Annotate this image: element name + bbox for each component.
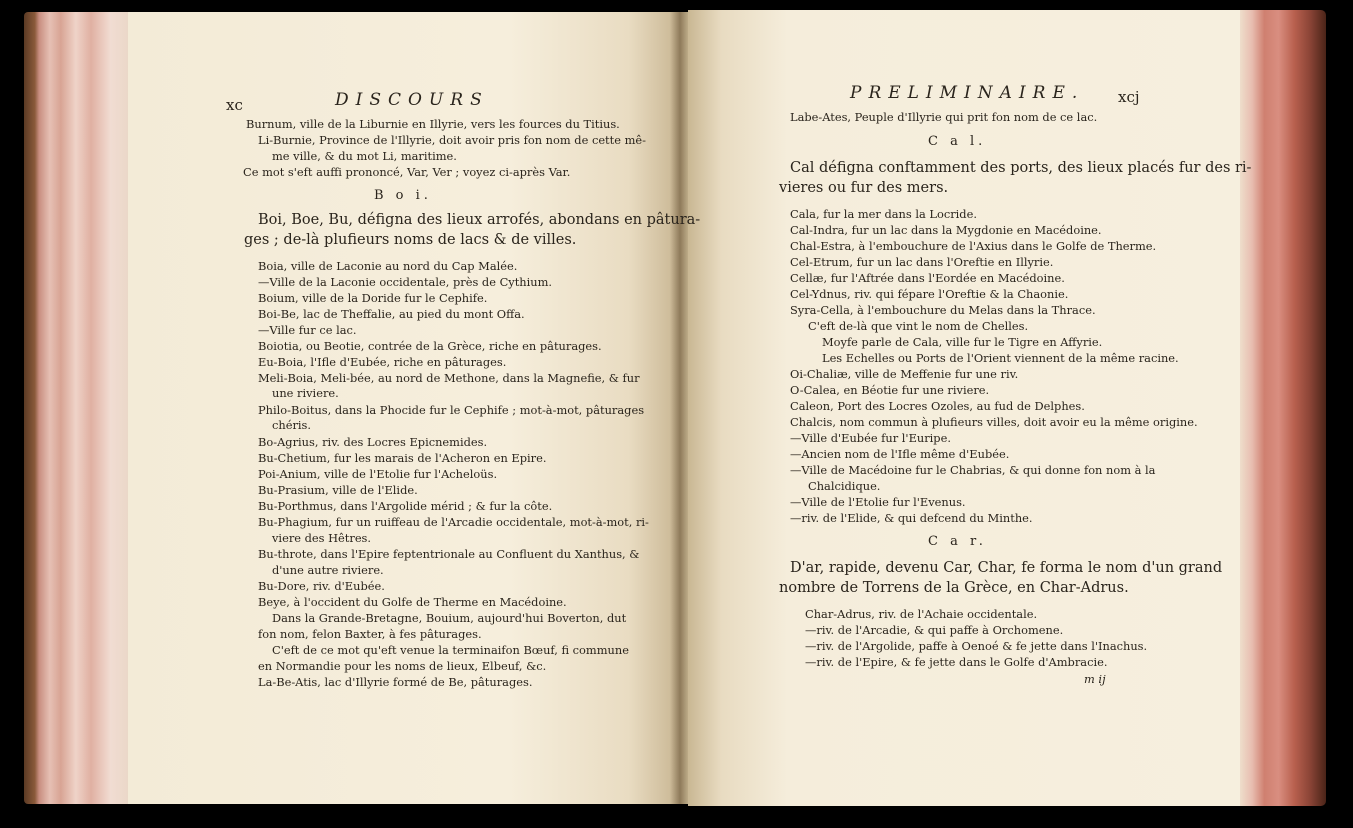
entry-line: Meli-Boia, Meli-bée, au nord de Methone, dans la Magnefie, & fur [258, 371, 640, 385]
entry-line: —Ville de la Laconie occidentale, près de Cythium. [258, 275, 553, 289]
entry-line: d'une autre riviere. [272, 563, 384, 577]
section-heading: C a l. [928, 134, 987, 149]
entry-line: Bu-Chetium, fur les marais de l'Acheron en Epire. [258, 451, 547, 465]
entry-line: Bu-throte, dans l'Epire feptentrionale au Confluent du Xanthus, & [258, 547, 640, 561]
top-line: Burnum, ville de la Liburnie en Illyrie, vers les fources du Titius. [246, 117, 620, 131]
entry-line: Oi-Chaliæ, ville de Meffenie fur une riv. [790, 367, 1019, 381]
entry-line: Cala, fur la mer dans la Locride. [790, 207, 977, 221]
top-line: Ce mot s'eft auffi prononcé, Var, Ver ; voyez ci-après Var. [243, 165, 571, 179]
entry-line: —riv. de l'Epire, & fe jette dans le Golfe d'Ambracie. [805, 655, 1108, 669]
intro-line: ges ; de-là plufieurs noms de lacs & de villes. [244, 232, 577, 248]
top-line: me ville, & du mot Li, maritime. [272, 149, 457, 163]
entry-line: Boi-Be, lac de Theffalie, au pied du mont Offa. [258, 307, 525, 321]
entry-line: Cel-Ydnus, riv. qui fépare l'Oreftie & la Chaonie. [790, 287, 1069, 301]
entry-line: Bo-Agrius, riv. des Locres Epicnemides. [258, 435, 488, 449]
entry-line: —Ville fur ce lac. [258, 323, 357, 337]
entry-line: Bu-Dore, riv. d'Eubée. [258, 579, 385, 593]
entry-line: Bu-Porthmus, dans l'Argolide mérid ; & fur la côte. [258, 499, 553, 513]
entry-line: chéris. [272, 418, 312, 432]
entry-line: Moyfe parle de Cala, ville fur le Tigre en Affyrie. [822, 335, 1103, 349]
entry-line: La-Be-Atis, lac d'Illyrie formé de Be, pâturages. [258, 675, 533, 689]
right-page-edges [1238, 10, 1326, 806]
entry-line: —riv. de l'Argolide, paffe à Oenoé & fe jette dans l'Inachus. [805, 639, 1148, 653]
entry-line: Dans la Grande-Bretagne, Bouium, aujourd'hui Boverton, dut [272, 611, 627, 625]
intro-line: vieres ou fur des mers. [779, 180, 949, 196]
entry-line: —riv. de l'Arcadie, & qui paffe à Orchomene. [805, 623, 1064, 637]
right-running-head: PRELIMINAIRE. [850, 83, 1085, 103]
right-folio: xcj [1118, 88, 1140, 106]
left-running-head: DISCOURS [335, 90, 489, 110]
top-line: Li-Burnie, Province de l'Illyrie, doit avoir pris fon nom de cette mê- [258, 133, 646, 147]
entry-line: Chal-Estra, à l'embouchure de l'Axius dans le Golfe de Therme. [790, 239, 1157, 253]
entry-line: Caleon, Port des Locres Ozoles, au fud de Delphes. [790, 399, 1085, 413]
left-folio: xc [226, 96, 243, 114]
entry-line: C'eft de ce mot qu'eft venue la terminaifon Bœuf, fi commune [272, 643, 629, 657]
section-heading: B o i. [374, 188, 432, 203]
entry-line: —Ville d'Eubée fur l'Euripe. [790, 431, 951, 445]
entry-line: Beye, à l'occident du Golfe de Therme en Macédoine. [258, 595, 567, 609]
entry-line: Boiotia, ou Beotie, contrée de la Grèce, riche en pâturages. [258, 339, 602, 353]
entry-line: fon nom, felon Baxter, à fes pâturages. [258, 627, 482, 641]
entry-line: Philo-Boitus, dans la Phocide fur le Cephife ; mot-à-mot, pâturages [258, 403, 645, 417]
intro-line: Boi, Boe, Bu, défigna des lieux arrofés, abondans en pâtura- [258, 212, 701, 228]
signature-mark: m ij [1084, 672, 1106, 686]
book-gutter [670, 12, 690, 804]
entry-line: —riv. de l'Elide, & qui defcend du Minthe. [790, 511, 1033, 525]
section-heading: C a r. [928, 534, 987, 549]
entry-line: Bu-Prasium, ville de l'Elide. [258, 483, 418, 497]
entry-line: Char-Adrus, riv. de l'Achaie occidentale. [805, 607, 1038, 621]
entry-line: —Ville de l'Etolie fur l'Evenus. [790, 495, 966, 509]
intro-line: Cal défigna conftamment des ports, des lieux placés fur des ri- [790, 160, 1252, 176]
entry-line: Boium, ville de la Doride fur le Cephife. [258, 291, 488, 305]
entry-line: Eu-Boia, l'Ifle d'Eubée, riche en pâturages. [258, 355, 507, 369]
entry-line: Chalcis, nom commun à plufieurs villes, doit avoir eu la même origine. [790, 415, 1198, 429]
entry-line: une riviere. [272, 386, 339, 400]
left-page-edges [24, 12, 132, 804]
intro-line: nombre de Torrens de la Grèce, en Char-Adrus. [779, 580, 1129, 596]
entry-line: Cellæ, fur l'Aftrée dans l'Eordée en Macédoine. [790, 271, 1065, 285]
top-line: Labe-Ates, Peuple d'Illyrie qui prit fon nom de ce lac. [790, 110, 1098, 124]
entry-line: —Ancien nom de l'Ifle même d'Eubée. [790, 447, 1010, 461]
entry-line: viere des Hêtres. [272, 531, 372, 545]
entry-line: Bu-Phagium, fur un ruiffeau de l'Arcadie occidentale, mot-à-mot, ri- [258, 515, 649, 529]
entry-line: Boia, ville de Laconie au nord du Cap Malée. [258, 259, 518, 273]
entry-line: Cel-Etrum, fur un lac dans l'Oreftie en Illyrie. [790, 255, 1054, 269]
entry-line: en Normandie pour les noms de lieux, Elbeuf, &c. [258, 659, 547, 673]
intro-line: D'ar, rapide, devenu Car, Char, fe forma le nom d'un grand [790, 560, 1223, 576]
entry-line: C'eft de-là que vint le nom de Chelles. [808, 319, 1029, 333]
entry-line: Syra-Cella, à l'embouchure du Melas dans la Thrace. [790, 303, 1096, 317]
entry-line: Chalcidique. [808, 479, 881, 493]
entry-line: O-Calea, en Béotie fur une riviere. [790, 383, 990, 397]
entry-line: Les Echelles ou Ports de l'Orient viennent de la même racine. [822, 351, 1179, 365]
entry-line: Cal-Indra, fur un lac dans la Mygdonie en Macédoine. [790, 223, 1102, 237]
entry-line: Poi-Anium, ville de l'Etolie fur l'Acheloüs. [258, 467, 498, 481]
entry-line: —Ville de Macédoine fur le Chabrias, & qui donne fon nom à la [790, 463, 1156, 477]
